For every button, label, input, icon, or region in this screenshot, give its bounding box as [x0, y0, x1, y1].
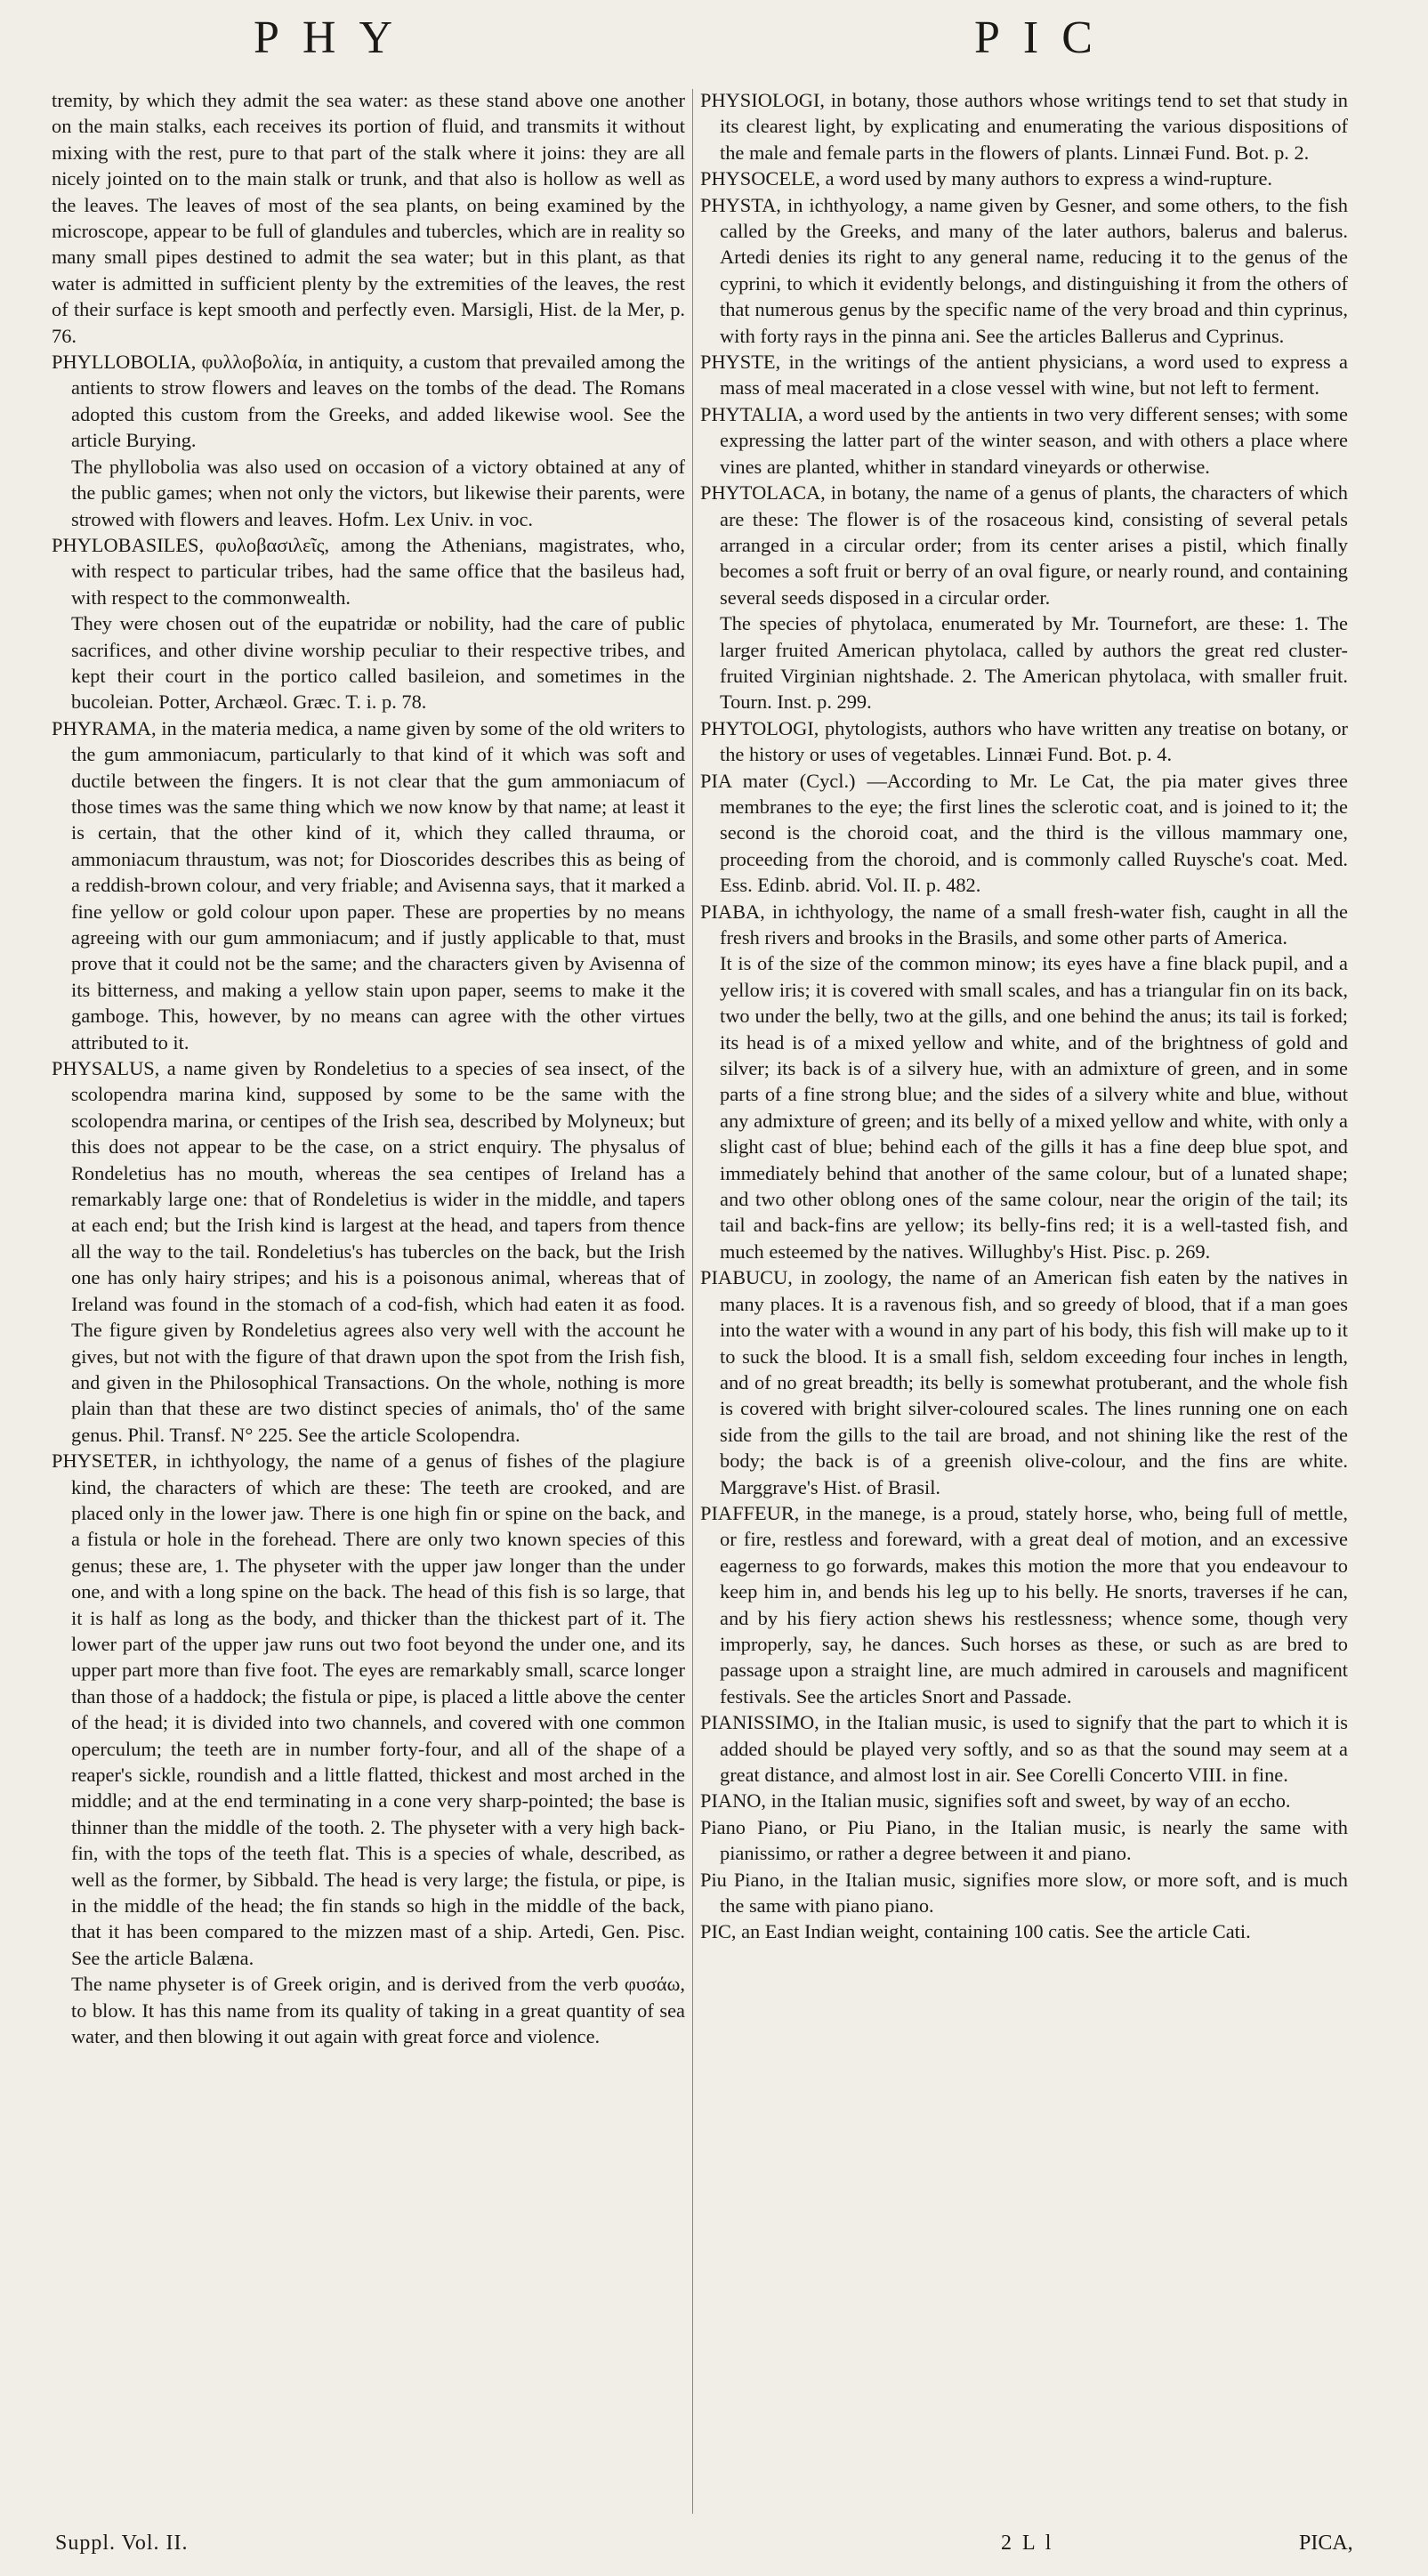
- entry: [700, 1788, 1348, 1813]
- entry: [700, 1500, 1348, 1709]
- entry-text: φυλοβασιλεῖς, among the Athenians, magistrates, who, with respect to particular tribes, had the same office that the basileus had, with respect to the commonwealth.: [71, 533, 685, 609]
- entry-headword: PHYTALIA,: [700, 402, 803, 425]
- entry-headword: PHYSETER,: [52, 1450, 157, 1473]
- entry-text: —According to Mr. Le Cat, the pia mater gives three membranes to the eye; the first lines the sclerotic coat, and is joined to it; the second is the choroid coat, and the third is the villous mammary one, proceeding from the choroid, and is commonly called Ruysche's coat. Med. Ess. Edinb. abrid. Vol. II. p. 482.: [720, 769, 1348, 897]
- entry-headword: Piano Piano,: [700, 1815, 808, 1838]
- entry-text: The phyllobolia was also used on occasion of a victory obtained at any of the public games; when not only the victors, but likewise their parents, were strowed with flowers and leaves. Hofm. Lex Univ. in voc.: [71, 455, 685, 530]
- entry: [700, 950, 1348, 1264]
- entry: [52, 349, 685, 454]
- entry-headword: PHYSOCELE,: [700, 167, 820, 190]
- entry-text: It is of the size of the common minow; its eyes have a fine black pupil, and a yellow iris; it is covered with small scales, and has a triangular fin on its back, two under the belly, two at the gills, and one behind the anus; its tail is forked; its head is of a mixed yellow and white, and of the brightness of gold and silver; its back is of a silvery hue, with an admixture of green, and in some parts of a fine strong blue; and the sides of a silvery white and blue, without any admixture of green; and its belly of a mixed yellow and white, with only a slight cast of blue; behind each of the gills it has a fine deep blue spot, and immediately behind that another of the same colour, but of a lunated shape; and two other oblong ones of the same colour, near the origin of the tail; its tail and back-fins are yellow; its belly-fins red; it is a well-tasted fish, and much esteemed by the natives. Willughby's Hist. Pisc. p. 269.: [720, 952, 1348, 1263]
- entry: [52, 1448, 685, 1971]
- entry-text: an East Indian weight, containing 100 catis. See the article Cati.: [741, 1920, 1251, 1943]
- entry-headword: Piu Piano,: [700, 1868, 785, 1891]
- entry: [52, 87, 685, 349]
- entry-text: in ichthyology, a name given by Gesner, and some others, to the fish called by the Greeks, and many of the later authors, balerus and balerus. Artedi denies its right to any general name, reducing it to the genus of the cyprini, to which it evidently belongs, and distinguishing it from the others of that numerous genus by the specific name of the very broad and thin cyprinus, with forty rays in the pinna ani. See the articles Ballerus and Cyprinus.: [720, 193, 1348, 347]
- entry: [700, 899, 1348, 951]
- entry: [700, 610, 1348, 715]
- entry: [700, 192, 1348, 349]
- running-head-right: PIC: [974, 12, 1116, 63]
- entry-headword: PHYLOBASILES,: [52, 533, 205, 556]
- running-head: [0, 7, 1428, 69]
- entry-text: in ichthyology, the name of a genus of fishes of the plagiure kind, the characters of which are these: The teeth are crooked, and are placed only in the lower jaw. There is one high fin or spine on the back, and a fistula or hole in the forehead. There are only two known species of this genus; these are, 1. The physeter with the upper jaw longer than the under one, and with a long spine on the back. The head of this fish is so large, that it is half as long as the body, and thicker than the thickest part of it. The lower part of the upper jaw runs out two foot beyond the under one, and its upper part more than five foot. The eyes are remarkably small, scarce longer than those of a haddock; the fistula or pipe, is placed a little above the center of the head; it is divided into two channels, and covered with one common operculum; the teeth are in number forty-four, and all of the shape of a reaper's sickle, roundish and a little flatted, thickest and most arched in the middle; and at the end terminating in a cone very sharp-pointed; the base is thinner than the middle of the tooth. 2. The physeter with a very high back-fin, with the tops of the teeth flat. This is a species of whale, described, as well as the former, by Sibbald. The head is very large; the fistula, or pipe, is in the middle of the head; the fin stands so high in the middle of the back, that it has been compared to the mizzen mast of a ship. Artedi, Gen. Pisc. See the article Balæna.: [71, 1450, 685, 1969]
- signature-mark: 2 L l: [1001, 2532, 1054, 2555]
- entry-text: The species of phytolaca, enumerated by Mr. Tournefort, are these: 1. The larger fruited American phytolaca, called by authors the great red cluster-fruited Virginian nightshade. 2. The American phytolaca, with smaller fruit. Tourn. Inst. p. 299.: [720, 612, 1348, 714]
- entry-headword: PHYSIOLOGI,: [700, 89, 825, 111]
- entry-headword: PHYRAMA,: [52, 716, 157, 739]
- entry-headword: PHYSTE,: [700, 351, 781, 374]
- entry: [52, 454, 685, 532]
- right-column: [700, 87, 1348, 2516]
- entry: [52, 532, 685, 610]
- entry: [700, 715, 1348, 768]
- entry-headword: PHYTOLOGI,: [700, 716, 819, 739]
- entry: [52, 1971, 685, 2049]
- entry: [700, 1867, 1348, 1919]
- entry-text: in the Italian music, is used to signify that the part to which it is added should be played very softly, and so as that the sound may seem at a great distance, and almost lost in air. See Corelli Concerto VIII. in fine.: [720, 1711, 1348, 1786]
- entry: [700, 349, 1348, 401]
- entry-text: in botany, those authors whose writings tend to set that study in its clearest light, by explicating and enumerating the various dispositions of the male and female parts in the flowers of plants. Linnæi Fund. Bot. p. 2.: [720, 89, 1348, 164]
- entry-headword: PHYSALUS,: [52, 1057, 160, 1080]
- entry-headword: PHYLLOBOLIA,: [52, 351, 197, 374]
- entry-headword: PHYTOLACA,: [700, 481, 826, 505]
- left-column: [52, 87, 685, 2516]
- entry-text: in botany, the name of a genus of plants, the characters of which are these: The flower is of the rosaceous kind, consisting of several petals arranged in a circular order; from its center arises a pistil, which finally becomes a soft fruit or berry of an oval figure, or nearly round, and containing several seeds disposed in a circular order.: [720, 481, 1348, 609]
- entry-text: tremity, by which they admit the sea water: as these stand above one another on the main stalks, each receives its portion of fluid, and transmits it without mixing with the rest, pure to that part of the stalk where it joins: they are all nicely jointed on to the main stalk or trunk, and that also is hollow as well as the leaves. The leaves of most of the sea plants, on being examined by the microscope, appear to be full of glandules and tubercles, which are in reality so many small pipes destined to admit the sea water; but in this plant, as that water is admitted in sufficient plenty by the extremities of the leaves, the rest of their surface is kept smooth and perfectly even. Marsigli, Hist. de la Mer, p. 76.: [52, 89, 685, 347]
- entry-headword: PIABUCU,: [700, 1266, 793, 1289]
- entry: [700, 480, 1348, 610]
- entry-text: or Piu Piano, in the Italian music, is nearly the same with pianissimo, or rather a degree between it and piano.: [720, 1815, 1348, 1865]
- entry-text: The name physeter is of Greek origin, and is derived from the verb φυσάω, to blow. It has this name from its quality of taking in a great quantity of sea water, and then blowing it out again with great force and violence.: [71, 1973, 685, 2048]
- entry-text: They were chosen out of the eupatridæ or nobility, had the care of public sacrifices, and other divine worship peculiar to their respective tribes, and kept their court in the portico called basileion, and sometimes in the bucoleian. Potter, Archæol. Græc. T. i. p. 78.: [71, 612, 685, 714]
- page-footer: [0, 2525, 1428, 2561]
- entry: [52, 1055, 685, 1448]
- entry: [700, 1918, 1348, 1944]
- entry-text: phytologists, authors who have written any treatise on botany, or the history or uses of vegetables. Linnæi Fund. Bot. p. 4.: [720, 716, 1348, 766]
- running-head-left: PHY: [254, 12, 416, 63]
- entry-text: in the Italian music, signifies soft and sweet, by way of an eccho.: [770, 1789, 1291, 1813]
- catchword: PICA,: [1299, 2532, 1353, 2555]
- entry: [700, 87, 1348, 166]
- entry-text: in the writings of the antient physicians, a word used to express a mass of meal macerated in a close vessel with wine, but not left to ferment.: [720, 351, 1348, 400]
- volume-label: Suppl. Vol. II.: [55, 2532, 189, 2555]
- entry: [700, 1814, 1348, 1867]
- entry: [700, 768, 1348, 899]
- entry: [52, 610, 685, 715]
- entry-text: a word used by many authors to express a wind-rupture.: [825, 167, 1273, 190]
- entry-text: a word used by the antients in two very different senses; with some expressing the latter part of the winter season, and with others a place where vines are planted, whither in standard vineyards or otherwise.: [720, 402, 1348, 478]
- entry: [700, 1709, 1348, 1788]
- entry-headword: PIABA,: [700, 900, 765, 923]
- column-divider: [692, 89, 693, 2514]
- entry-text: in the manege, is a proud, stately horse, who, being full of mettle, or fire, restless and foreward, with a great deal of motion, and an excessive eagerness to go forwards, makes this motion the more that you endeavour to keep him in, and bends his leg up to his belly. He snorts, traverses if he can, and by his fiery action shews his restlessness; whence some, though very improperly, say, he dances. Such horses as these, or such as are bred to passage upon a straight line, are much admired in carousels and magnificent festivals. See the articles Snort and Passade.: [720, 1501, 1348, 1708]
- entry-text: in the materia medica, a name given by some of the old writers to the gum ammoniacum, particularly to that kind of it which was soft and ductile between the fingers. It is not clear that the gum ammoniacum of those times was the same thing which we now know by that name; at least it is certain, that the other kind of it, which they called thrauma, or ammoniacum thraustum, was not; for Dioscorides describes this as being of a reddish-brown colour, and very friable; and Avisenna says, that it marked a fine yellow or gold colour upon paper. These are properties by no means agreeing with our gum ammoniacum; and if justly applicable to that, must prove that it could not be the same; and the characters given by Avisenna of its bitterness, and making a yellow stain upon paper, seems to make it the gamboge. This, however, by no means can agree with the other virtues attributed to it.: [71, 716, 685, 1054]
- entry-text: in the Italian music, signifies more slow, or more soft, and is much the same with piano piano.: [720, 1868, 1348, 1918]
- entry: [700, 1264, 1348, 1500]
- entry: [700, 401, 1348, 480]
- entry: [700, 166, 1348, 191]
- entry-text: φυλλοβολία, in antiquity, a custom that prevailed among the antients to strow flowers and leaves on the tombs of the dead. The Romans adopted this custom from the Greeks, and added likewise wool. See the article Burying.: [71, 351, 685, 452]
- entry-headword: PIC,: [700, 1920, 737, 1943]
- entry-text: in zoology, the name of an American fish eaten by the natives in many places. It is a ravenous fish, and so greedy of blood, that if a man goes into the water with a wound in any part of his body, this fish will make up to it to suck the blood. It is a small fish, seldom exceeding four inches in length, and of no great breadth; its belly is somewhat protuberant, and the whole fish is covered with bright silver-coloured scales. The lines running one on each side from the gills to the tail are broad, and not shining like the rest of the body; the back is of a greenish olive-colour, and the fins are white. Marggrave's Hist. of Brasil.: [720, 1266, 1348, 1498]
- entry-headword: PIA mater (Cycl.): [700, 769, 856, 792]
- entry-text: a name given by Rondeletius to a species of sea insect, of the scolopendra marina kind, supposed by some to be the same with the scolopendra marina, or centipes of the Irish sea, described by Molyneux; but this does not appear to be the case, on a strict enquiry. The physalus of Rondeletius has no mouth, whereas the sea centipes of Ireland has a remarkably large one: that of Rondeletius is wider in the middle, and tapers at each end; but the Irish kind is largest at the head, and tapers from thence all the way to the tail. Rondeletius's has tubercles on the back, but the Irish one has only hairy stripes; and his is a poisonous animal, whereas that of Ireland was found in the stomach of a cod-fish, which had eaten it as food. The figure given by Rondeletius agrees also very well with the account he gives, but not with the figure of that drawn upon the spot from the Irish fish, and given in the Philosophical Transactions. On the whole, nothing is more plain than that these are two distinct species of animals, tho' of the same genus. Phil. Transf. N° 225. See the article Scolopendra.: [71, 1057, 685, 1446]
- entry-headword: PIANO,: [700, 1789, 767, 1813]
- entry-headword: PHYSTA,: [700, 193, 781, 216]
- entry-headword: PIANISSIMO,: [700, 1711, 819, 1734]
- entry-headword: PIAFFEUR,: [700, 1501, 800, 1524]
- entry: [52, 715, 685, 1055]
- entry-text: in ichthyology, the name of a small fresh-water fish, caught in all the fresh rivers and brooks in the Brasils, and some other parts of America.: [720, 900, 1348, 949]
